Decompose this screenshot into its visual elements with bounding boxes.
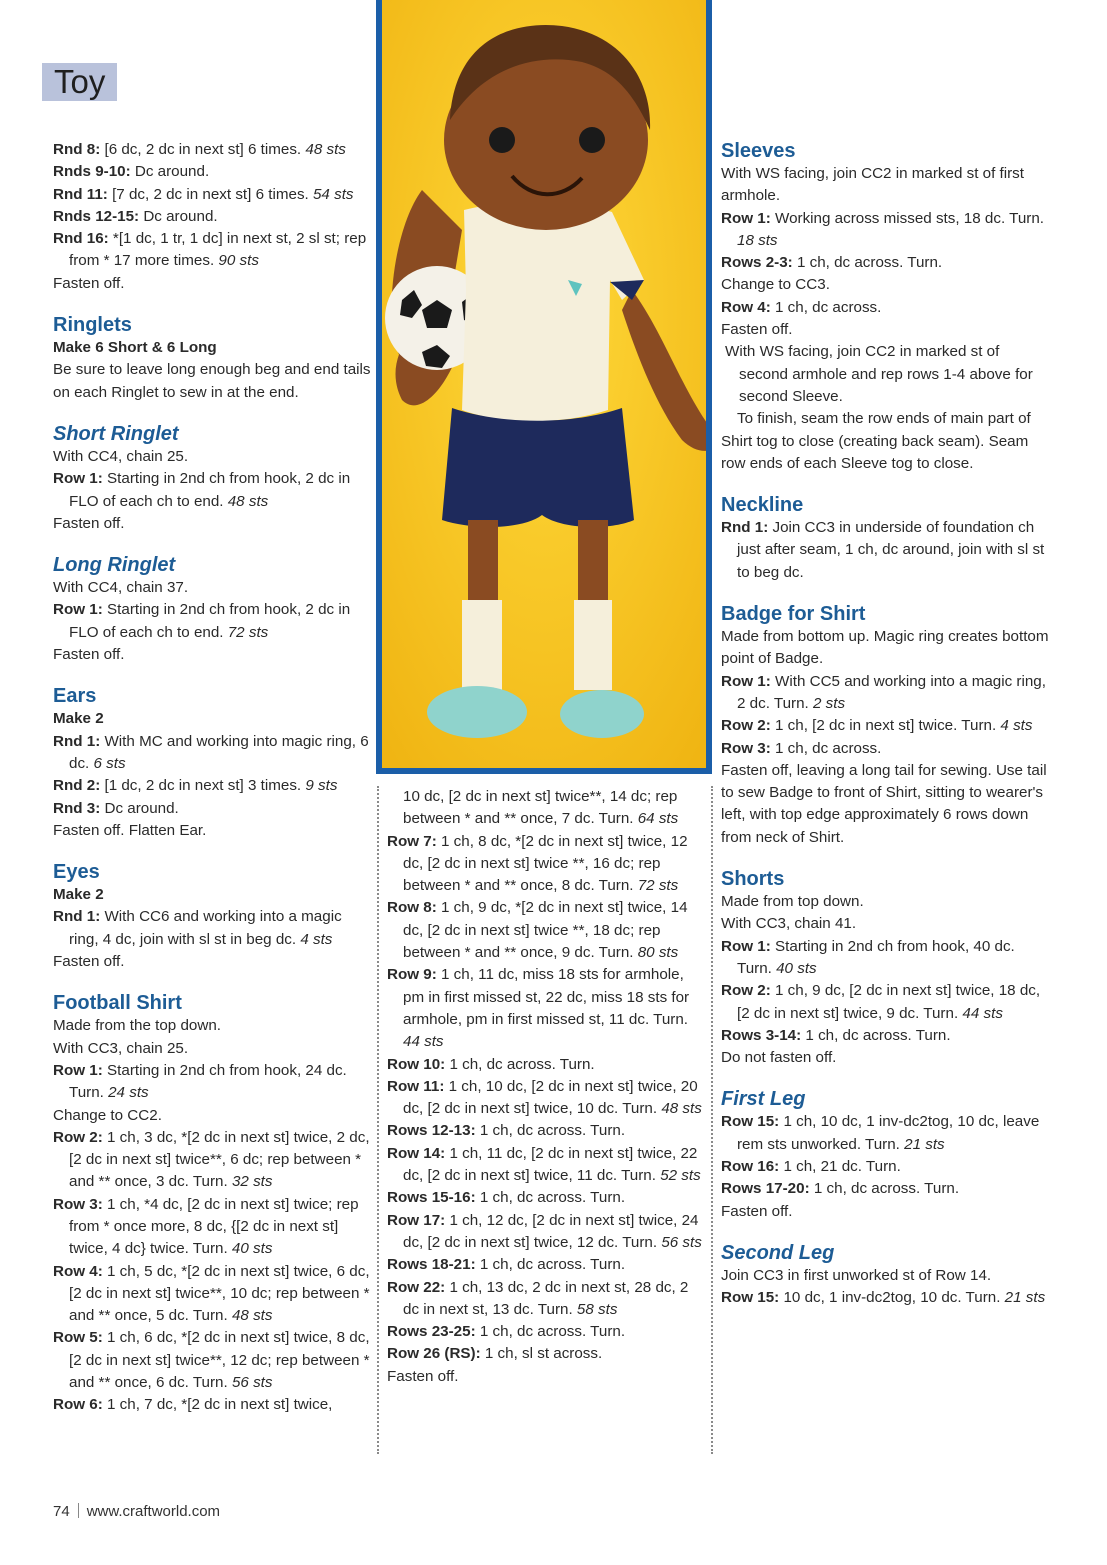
column-3 xyxy=(721,139,1051,1309)
long-chain: With CC4, chain 37. xyxy=(53,579,189,597)
rows-23-25: Rows 23-25: 1 ch, dc across. Turn. xyxy=(387,1323,626,1341)
heading-badge: Badge for Shirt xyxy=(721,603,866,626)
sleeve-row-4: Row 4: 1 ch, dc across. xyxy=(721,298,882,316)
short-chain: With CC4, chain 25. xyxy=(53,447,189,465)
rnd-8: Rnd 8: [6 dc, 2 dc in next st] 6 times. 48 sts xyxy=(53,141,346,158)
rnd-11: Rnd 11: [7 dc, 2 dc in next st] 6 times. 54 sts xyxy=(53,185,354,203)
footer-divider xyxy=(78,1503,79,1518)
badge-row-3: Row 3: 1 ch, dc across. xyxy=(721,739,882,757)
sleeve-change: Change to CC3. xyxy=(721,276,830,294)
row-26: Row 26 (RS): 1 ch, sl st across. xyxy=(387,1345,603,1363)
heading-ears: Ears xyxy=(53,685,97,708)
rows-18-21: Rows 18-21: 1 ch, dc across. Turn. xyxy=(387,1256,626,1274)
heading-short-ringlet: Short Ringlet xyxy=(53,422,179,445)
long-row-1: Row 1: Starting in 2nd ch from hook, 2 dc in FLO of each ch to end. 72 sts xyxy=(53,601,351,641)
make-note: Make 6 Short & 6 Long xyxy=(53,339,217,357)
website-link[interactable]: www.craftworld.com xyxy=(86,1503,221,1520)
fasten-off: Fasten off. xyxy=(721,1202,793,1220)
fl-rows-17-20: Rows 17-20: 1 ch, dc across. Turn. xyxy=(721,1180,960,1198)
fl-row-16: Row 16: 1 ch, 21 dc. Turn. xyxy=(721,1157,901,1175)
fasten-off: Fasten off. xyxy=(53,953,125,971)
shirt-row-2: Row 2: 1 ch, 3 dc, *[2 dc in next st] twice, 2 dc, [2 dc in next st] twice**, 6 dc; rep between * and ** once, 3 dc. Turn. 32 sts xyxy=(53,1128,370,1191)
doll-photo xyxy=(376,0,712,774)
heading-sleeves: Sleeves xyxy=(721,140,796,162)
second-sleeve: With WS facing, join CC2 in marked st of second armhole and rep rows 1-4 above for second Sleeve. xyxy=(725,343,1033,405)
row-8: Row 8: 1 ch, 9 dc, *[2 dc in next st] twice, 14 dc, [2 dc in next st] twice **, 18 dc; rep between * and ** once, 9 dc. Turn. 80 sts xyxy=(387,899,688,962)
shirt-made: Made from the top down. xyxy=(53,1017,221,1035)
make-note: Make 2 xyxy=(53,886,104,904)
section-tab xyxy=(42,63,117,101)
column-1 xyxy=(53,139,373,1417)
rnd-16: Rnd 16: *[1 dc, 1 tr, 1 dc] in next st, 2 sl st; rep from * 17 more times. 90 sts xyxy=(53,230,367,270)
fasten-off: Fasten off. xyxy=(721,321,793,339)
heading-football-shirt: Football Shirt xyxy=(53,992,182,1015)
shirt-change: Change to CC2. xyxy=(53,1106,162,1124)
row-17: Row 17: 1 ch, 12 dc, [2 dc in next st] twice, 24 dc, [2 dc in next st] twice, 12 dc. Turn. 56 sts xyxy=(387,1211,702,1251)
short-row-1: Row 1: Starting in 2nd ch from hook, 2 dc in FLO of each ch to end. 48 sts xyxy=(53,470,351,510)
make-note: Make 2 xyxy=(53,710,104,728)
column-2 xyxy=(387,786,707,1388)
heading-ringlets: Ringlets xyxy=(53,314,132,337)
heading-first-leg: First Leg xyxy=(721,1088,806,1111)
fasten-off: Fasten off. xyxy=(53,646,125,664)
fasten-off: Fasten off. xyxy=(53,514,125,532)
shirt-row-5: Row 5: 1 ch, 6 dc, *[2 dc in next st] twice, 8 dc, [2 dc in next st] twice**, 12 dc; rep between * and ** once, 6 dc. Turn. 56 sts xyxy=(53,1329,370,1392)
shirt-row-4: Row 4: 1 ch, 5 dc, *[2 dc in next st] twice, 6 dc, [2 dc in next st] twice**, 10 dc; rep between * and ** once, 5 dc. Turn. 48 sts xyxy=(53,1262,370,1325)
heading-eyes: Eyes xyxy=(53,861,100,884)
fl-row-15: Row 15: 1 ch, 10 dc, 1 inv-dc2tog, 10 dc, leave rem sts unworked. Turn. 21 sts xyxy=(721,1113,1040,1153)
sleeve-rows-2-3: Rows 2-3: 1 ch, dc across. Turn. xyxy=(721,254,943,272)
shorts-chain: With CC3, chain 41. xyxy=(721,915,857,933)
sleeve-row-1: Row 1: Working across missed sts, 18 dc. Turn. 18 sts xyxy=(721,209,1044,249)
fasten-off: Fasten off. xyxy=(387,1367,459,1385)
column-divider xyxy=(711,786,713,1454)
heading-second-leg: Second Leg xyxy=(721,1241,835,1264)
column-divider xyxy=(377,786,379,1454)
shirt-row-6-cont: 10 dc, [2 dc in next st] twice**, 14 dc; rep between * and ** once, 7 dc. Turn. 64 sts xyxy=(403,788,679,828)
heading-neckline: Neckline xyxy=(721,494,804,517)
row-9: Row 9: 1 ch, 11 dc, miss 18 sts for armhole, pm in first missed st, 22 dc, miss 18 sts for armhole, pm in first missed st, 11 dc. Turn. 44 sts xyxy=(387,966,690,1051)
ears-rnd-3: Rnd 3: Dc around. xyxy=(53,799,179,817)
shirt-row-3: Row 3: 1 ch, *4 dc, [2 dc in next st] twice; rep from * once more, 8 dc, {[2 dc in next st] twice, 4 dc} twice. Turn. 40 sts xyxy=(53,1195,359,1258)
sl-join: Join CC3 in first unworked st of Row 14. xyxy=(721,1266,992,1284)
shorts-row-2: Row 2: 1 ch, 9 dc, [2 dc in next st] twice, 18 dc, [2 dc in next st] twice, 9 dc. Turn. 44 sts xyxy=(721,982,1041,1022)
ears-rnd-1: Rnd 1: With MC and working into magic ring, 6 dc. 6 sts xyxy=(53,732,369,772)
badge-fasten: Fasten off, leaving a long tail for sewing. Use tail to sew Badge to front of Shirt, sitting to wearer's left, with top edge approximately 6 rows down from neck of Shirt. xyxy=(721,761,1047,846)
fasten-off: Fasten off. xyxy=(53,274,125,292)
heading-shorts: Shorts xyxy=(721,868,785,891)
neck-rnd-1: Rnd 1: Join CC3 in underside of foundation ch just after seam, 1 ch, dc around, join with sl st to beg dc. xyxy=(721,519,1045,581)
eyes-rnd-1: Rnd 1: With CC6 and working into a magic ring, 4 dc, join with sl st in beg dc. 4 sts xyxy=(53,908,342,948)
shirt-row-6: Row 6: 1 ch, 7 dc, *[2 dc in next st] twice, xyxy=(53,1396,333,1414)
badge-row-1: Row 1: With CC5 and working into a magic ring, 2 dc. Turn. 2 sts xyxy=(721,672,1046,712)
rows-12-13: Rows 12-13: 1 ch, dc across. Turn. xyxy=(387,1122,626,1140)
crochet-doll-illustration xyxy=(382,0,706,768)
shirt-chain: With CC3, chain 25. xyxy=(53,1039,189,1057)
shorts-rows-3-14: Rows 3-14: 1 ch, dc across. Turn. xyxy=(721,1026,951,1044)
badge-intro: Made from bottom up. Magic ring creates bottom point of Badge. xyxy=(721,628,1049,668)
page-number: 74 xyxy=(53,1503,70,1520)
row-7: Row 7: 1 ch, 8 dc, *[2 dc in next st] twice, 12 dc, [2 dc in next st] twice **, 16 dc; rep between * and ** once, 8 dc. Turn. 72 sts xyxy=(387,832,688,895)
row-11: Row 11: 1 ch, 10 dc, [2 dc in next st] twice, 20 dc, [2 dc in next st] twice, 10 dc. Turn. 48 sts xyxy=(387,1077,702,1118)
badge-row-2: Row 2: 1 ch, [2 dc in next st] twice. Turn. 4 sts xyxy=(721,717,1033,735)
ringlets-text: Be sure to leave long enough beg and end tails on each Ringlet to sew in at the end. xyxy=(53,361,371,401)
finish-text: To finish, seam the row ends of main part of Shirt tog to close (creating back seam). Seam row ends of each Sleeve tog to close. xyxy=(721,410,1031,472)
shorts-row-1: Row 1: Starting in 2nd ch from hook, 40 dc. Turn. 40 sts xyxy=(721,937,1015,977)
section-tab-label: Toy xyxy=(54,63,106,100)
sl-row-15: Row 15: 10 dc, 1 inv-dc2tog, 10 dc. Turn. 21 sts xyxy=(721,1289,1046,1307)
row-10: Row 10: 1 ch, dc across. Turn. xyxy=(387,1055,595,1073)
heading-long-ringlet: Long Ringlet xyxy=(53,554,176,577)
ears-rnd-2: Rnd 2: [1 dc, 2 dc in next st] 3 times. 9 sts xyxy=(53,777,338,795)
shirt-row-1: Row 1: Starting in 2nd ch from hook, 24 dc. Turn. 24 sts xyxy=(53,1061,347,1102)
fasten-off: Fasten off. Flatten Ear. xyxy=(53,821,207,839)
shorts-made: Made from top down. xyxy=(721,893,864,911)
rows-15-16: Rows 15-16: 1 ch, dc across. Turn. xyxy=(387,1189,626,1207)
rnds-12-15: Rnds 12-15: Dc around. xyxy=(53,207,218,225)
rnds-9-10: Rnds 9-10: Dc around. xyxy=(53,163,210,181)
row-22: Row 22: 1 ch, 13 dc, 2 dc in next st, 28 dc, 2 dc in next st, 13 dc. Turn. 58 sts xyxy=(387,1278,689,1318)
shorts-nofasten: Do not fasten off. xyxy=(721,1049,837,1067)
page-footer xyxy=(53,1503,220,1520)
sleeves-intro: With WS facing, join CC2 in marked st of first armhole. xyxy=(721,165,1024,205)
row-14: Row 14: 1 ch, 11 dc, [2 dc in next st] twice, 22 dc, [2 dc in next st] twice, 11 dc. Turn. 52 sts xyxy=(387,1144,701,1185)
